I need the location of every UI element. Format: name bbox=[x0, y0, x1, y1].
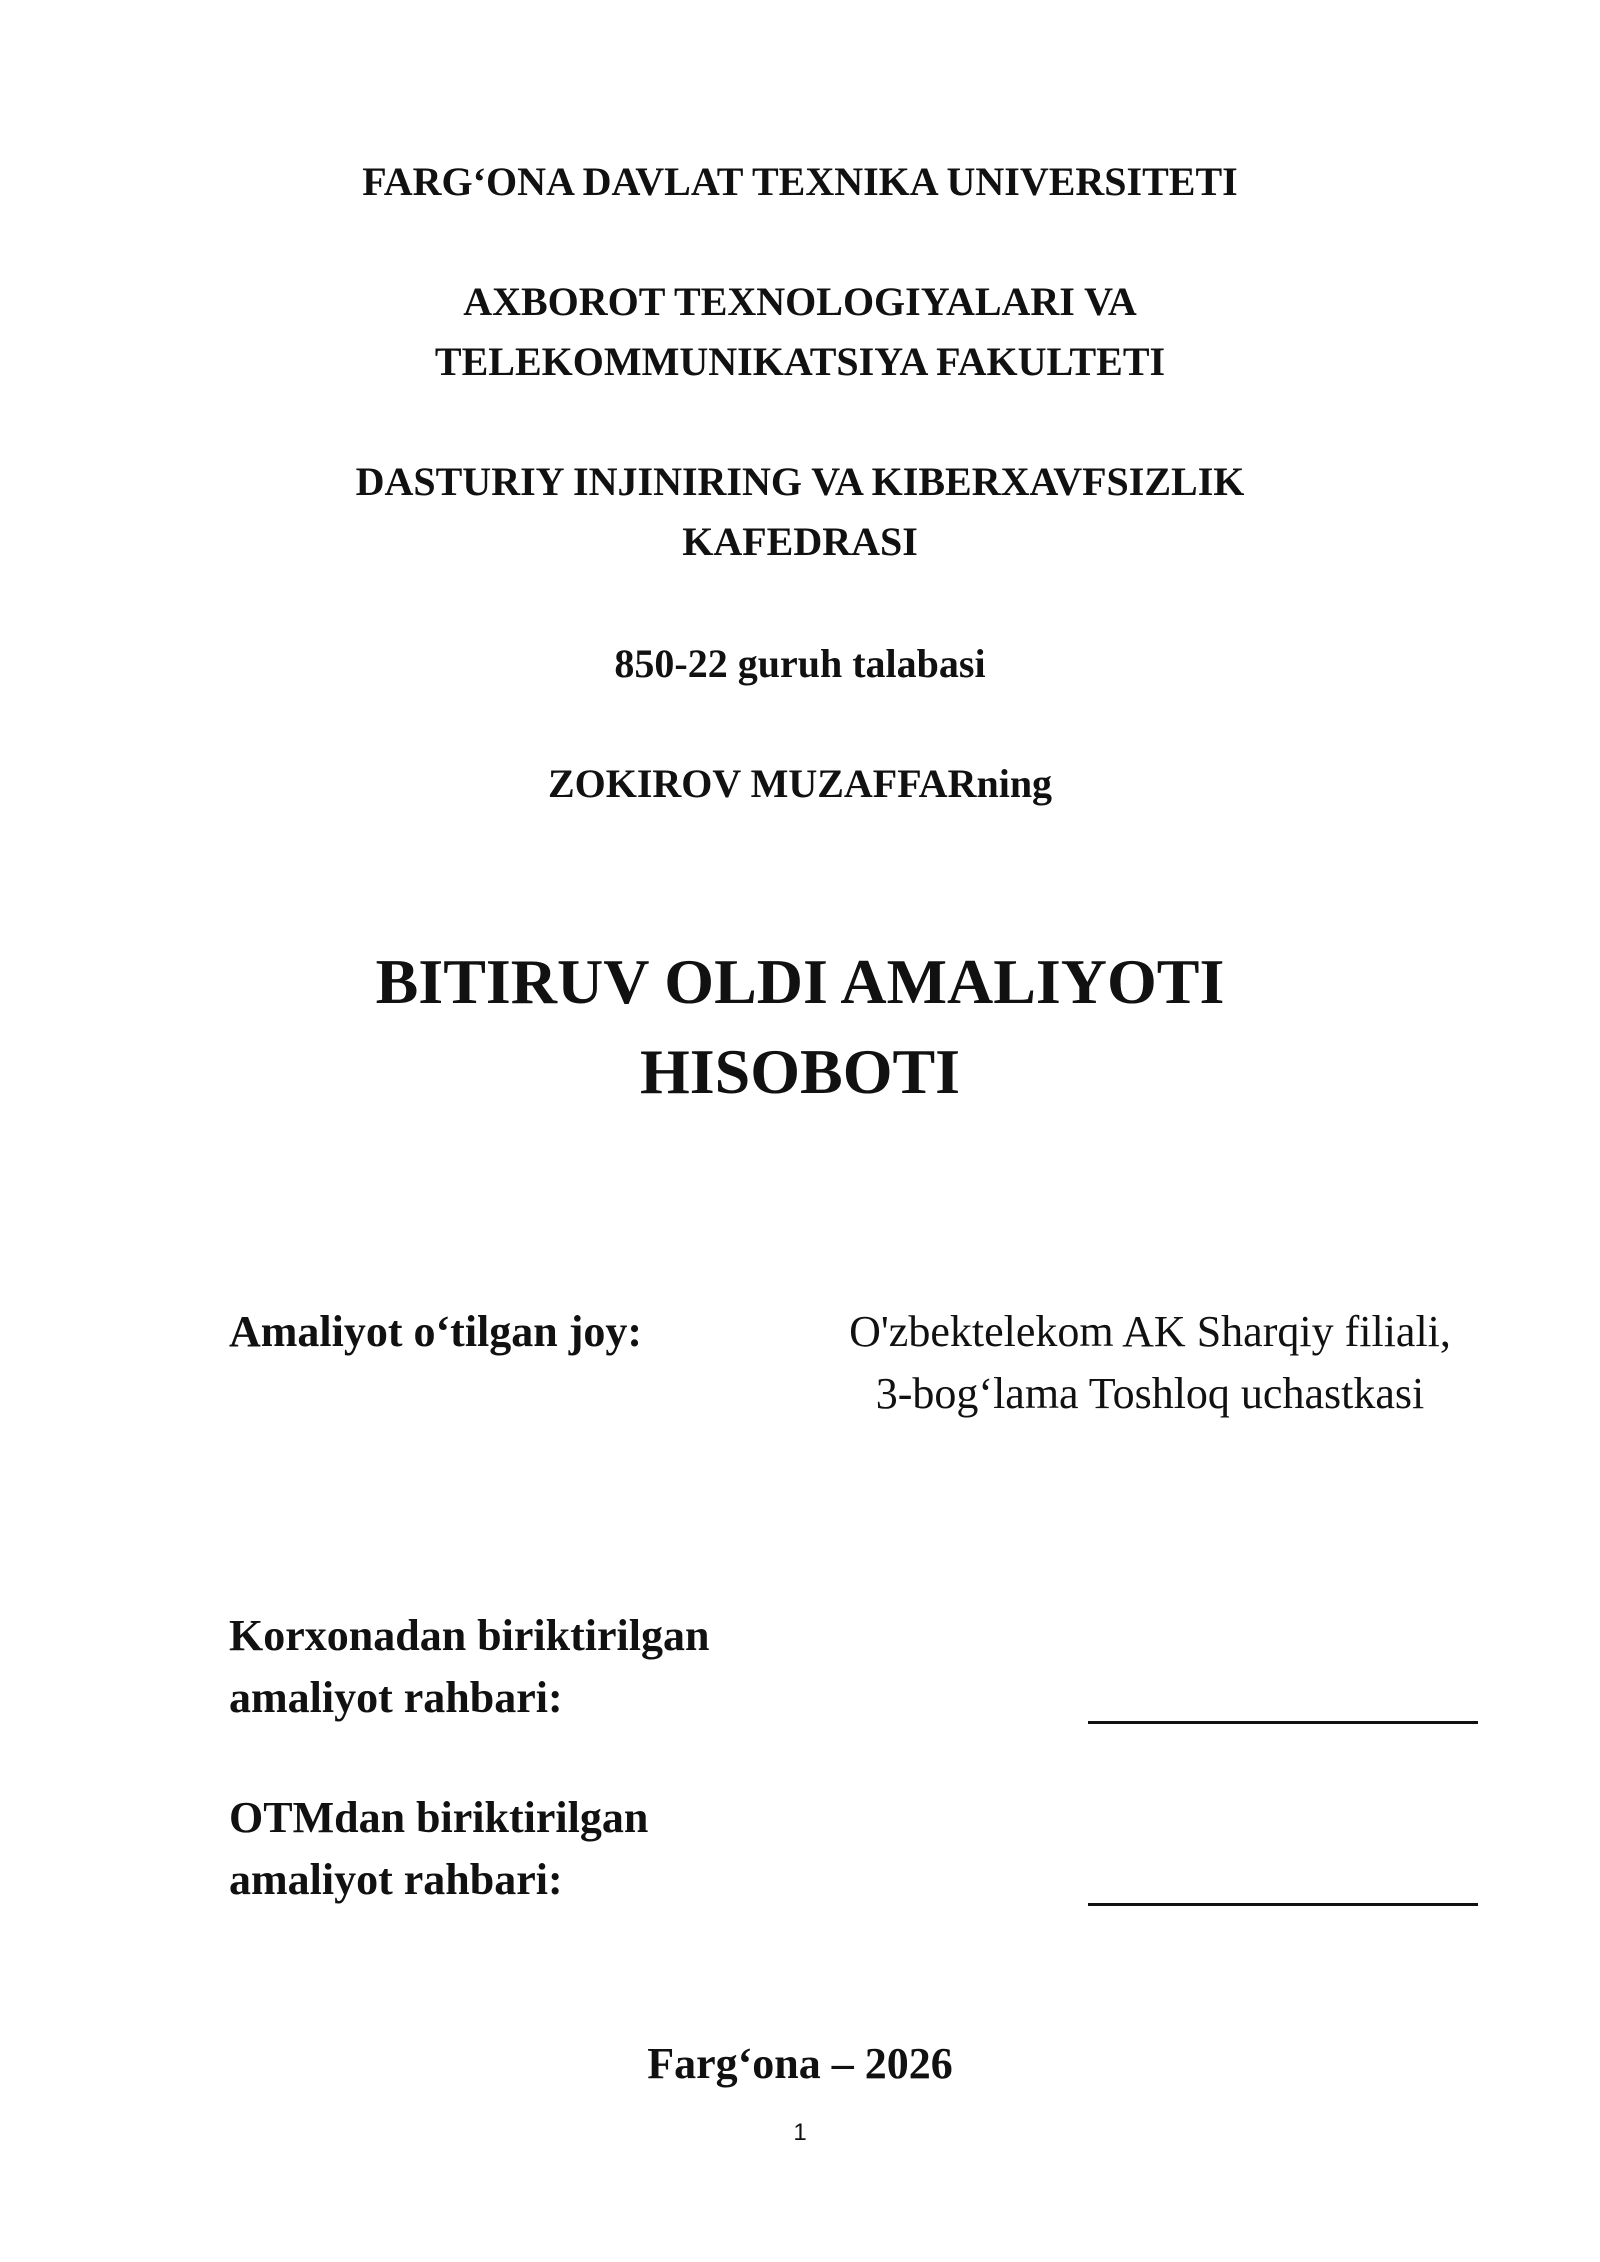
university-supervisor-label-line1: OTMdan biriktirilgan bbox=[229, 1793, 649, 1842]
city-year: Farg‘ona – 2026 bbox=[647, 2039, 953, 2088]
company-supervisor-signature-line bbox=[1088, 1721, 1478, 1724]
page-number: 1 bbox=[793, 2119, 807, 2146]
student-group: 850-22 guruh talabasi bbox=[614, 641, 986, 686]
faculty-name-line2: TELEKOMMUNIKATSIYA FAKULTETI bbox=[434, 339, 1166, 384]
practice-place-value-line2: 3-bog‘lama Toshloq uchastkasi bbox=[875, 1369, 1425, 1418]
company-supervisor-label-line1: Korxonadan biriktirilgan bbox=[229, 1611, 710, 1660]
report-title-line1: BITIRUV OLDI AMALIYOTI bbox=[375, 946, 1225, 1017]
department-name-line2: KAFEDRASI bbox=[682, 519, 918, 564]
department-name-line1: DASTURIY INJINIRING VA KIBERXAVFSIZLIK bbox=[355, 459, 1245, 504]
faculty-name-line1: AXBOROT TEXNOLOGIYALARI VA bbox=[463, 279, 1137, 324]
university-supervisor-label-line2: amaliyot rahbari: bbox=[229, 1855, 563, 1904]
practice-place-value-line1: O'zbektelekom AK Sharqiy filiali, bbox=[849, 1307, 1451, 1356]
company-supervisor-label-line2: amaliyot rahbari: bbox=[229, 1673, 563, 1722]
practice-place-label: Amaliyot o‘tilgan joy: bbox=[229, 1307, 643, 1356]
university-supervisor-signature-line bbox=[1088, 1903, 1478, 1906]
report-title-line2: HISOBOTI bbox=[639, 1036, 961, 1107]
student-name: ZOKIROV MUZAFFARning bbox=[547, 761, 1053, 806]
university-name: FARG‘ONA DAVLAT TEXNIKA UNIVERSITETI bbox=[362, 159, 1238, 204]
